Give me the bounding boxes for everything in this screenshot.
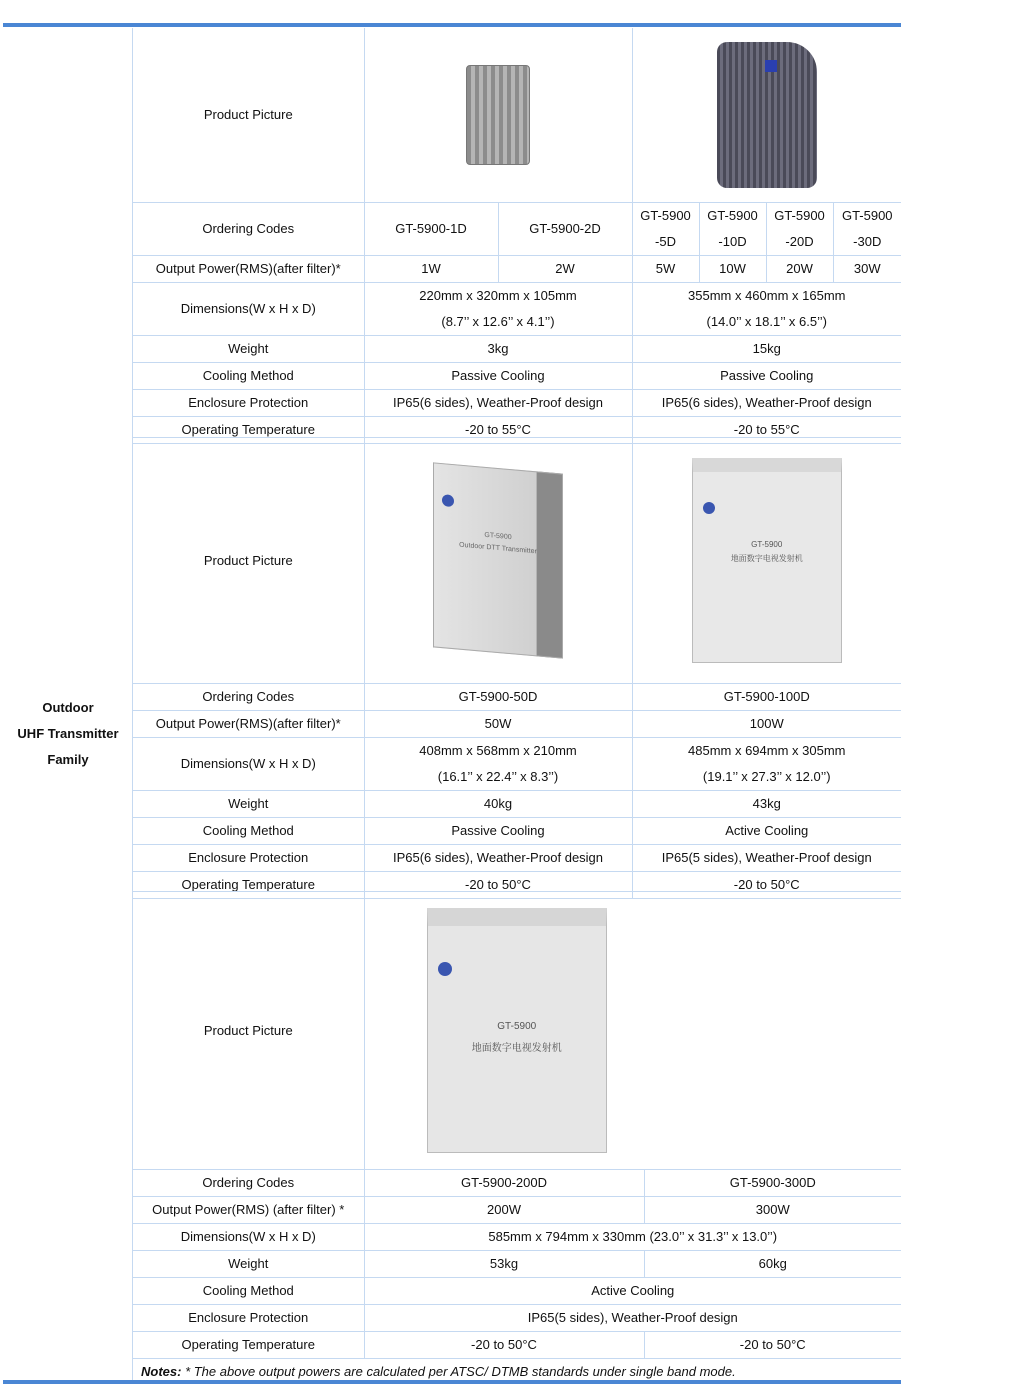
power: 20W — [766, 255, 833, 282]
label-dims: Dimensions(W x H x D) — [133, 1224, 364, 1251]
product-picture-small — [364, 28, 632, 202]
enclosure: IP65(5 sides), Weather-Proof design — [632, 845, 901, 872]
weight: 40kg — [364, 791, 632, 818]
label-dims: Dimensions(W x H x D) — [133, 738, 364, 791]
temp: -20 to 50°C — [632, 872, 901, 899]
top-rule — [3, 23, 901, 27]
label-weight: Weight — [133, 791, 364, 818]
family-label — [3, 28, 133, 1380]
code: GT-5900 -30D — [833, 202, 901, 255]
temp: -20 to 55°C — [364, 416, 632, 443]
label-power: Output Power(RMS)(after filter)* — [133, 255, 364, 282]
temp: -20 to 55°C — [632, 416, 901, 443]
dims: 220mm x 320mm x 105mm (8.7’’ x 12.6’’ x 4.1’’) — [364, 282, 632, 335]
power: 300W — [644, 1197, 901, 1224]
code: GT-5900-200D — [364, 1170, 644, 1197]
dims: 408mm x 568mm x 210mm (16.1’’ x 22.4’’ x 8.3’’) — [364, 738, 632, 791]
temp: -20 to 50°C — [644, 1332, 901, 1359]
label-temp: Operating Temperature — [133, 416, 364, 443]
power: 30W — [833, 255, 901, 282]
label-enclosure: Enclosure Protection — [133, 1305, 364, 1332]
label-picture: Product Picture — [133, 28, 364, 202]
enclosure: IP65(6 sides), Weather-Proof design — [364, 845, 632, 872]
label-codes: Ordering Codes — [133, 684, 364, 711]
weight: 53kg — [364, 1251, 644, 1278]
temp: -20 to 50°C — [364, 872, 632, 899]
power: 200W — [364, 1197, 644, 1224]
cooling: Active Cooling — [364, 1278, 901, 1305]
product-picture-300d: GT-5900 地面数字电视发射机 — [364, 892, 901, 1170]
code: GT-5900-300D — [644, 1170, 901, 1197]
spec-table-1 — [133, 28, 901, 444]
cooling: Passive Cooling — [364, 362, 632, 389]
power: 2W — [498, 255, 632, 282]
power: 1W — [364, 255, 498, 282]
dims: 585mm x 794mm x 330mm (23.0’’ x 31.3’’ x 13.0’’) — [364, 1224, 901, 1251]
notes: Notes: * The above output powers are calculated per ATSC/ DTMB standards under single band mode. — [133, 1359, 901, 1386]
product-picture-100d: GT-5900 地面数字电视发射机 — [632, 438, 901, 684]
label-temp: Operating Temperature — [133, 872, 364, 899]
label-codes: Ordering Codes — [133, 202, 364, 255]
label-weight: Weight — [133, 335, 364, 362]
code: GT-5900 -20D — [766, 202, 833, 255]
power: 50W — [364, 711, 632, 738]
label-enclosure: Enclosure Protection — [133, 389, 364, 416]
spec-table-2 — [133, 437, 901, 899]
temp: -20 to 50°C — [364, 1332, 644, 1359]
label-cooling: Cooling Method — [133, 818, 364, 845]
label-power: Output Power(RMS)(after filter)* — [133, 711, 364, 738]
code: GT-5900-100D — [632, 684, 901, 711]
label-temp: Operating Temperature — [133, 1332, 364, 1359]
power: 5W — [632, 255, 699, 282]
label-picture: Product Picture — [133, 892, 364, 1170]
family-line: Family — [47, 752, 89, 767]
enclosure: IP65(6 sides), Weather-Proof design — [632, 389, 901, 416]
power: 100W — [632, 711, 901, 738]
dims: 485mm x 694mm x 305mm (19.1’’ x 27.3’’ x 12.0’’) — [632, 738, 901, 791]
label-picture: Product Picture — [133, 438, 364, 684]
power: 10W — [699, 255, 766, 282]
label-codes: Ordering Codes — [133, 1170, 364, 1197]
code: GT-5900-2D — [498, 202, 632, 255]
label-cooling: Cooling Method — [133, 362, 364, 389]
dims: 355mm x 460mm x 165mm (14.0’’ x 18.1’’ x 6.5’’) — [632, 282, 901, 335]
code: GT-5900 -10D — [699, 202, 766, 255]
label-dims: Dimensions(W x H x D) — [133, 282, 364, 335]
label-weight: Weight — [133, 1251, 364, 1278]
code: GT-5900 -5D — [632, 202, 699, 255]
label-power: Output Power(RMS) (after filter) * — [133, 1197, 364, 1224]
weight: 15kg — [632, 335, 901, 362]
spec-table-3 — [133, 891, 901, 1386]
weight: 60kg — [644, 1251, 901, 1278]
cooling: Passive Cooling — [632, 362, 901, 389]
label-enclosure: Enclosure Protection — [133, 845, 364, 872]
enclosure: IP65(6 sides), Weather-Proof design — [364, 389, 632, 416]
code: GT-5900-1D — [364, 202, 498, 255]
weight: 3kg — [364, 335, 632, 362]
label-cooling: Cooling Method — [133, 1278, 364, 1305]
weight: 43kg — [632, 791, 901, 818]
product-picture-50d: GT-5900 Outdoor DTT Transmitter — [364, 438, 632, 684]
family-line: UHF Transmitter — [17, 726, 119, 741]
code: GT-5900-50D — [364, 684, 632, 711]
cooling: Active Cooling — [632, 818, 901, 845]
product-picture-medium — [632, 28, 901, 202]
cooling: Passive Cooling — [364, 818, 632, 845]
enclosure: IP65(5 sides), Weather-Proof design — [364, 1305, 901, 1332]
family-line: Outdoor — [42, 700, 94, 715]
